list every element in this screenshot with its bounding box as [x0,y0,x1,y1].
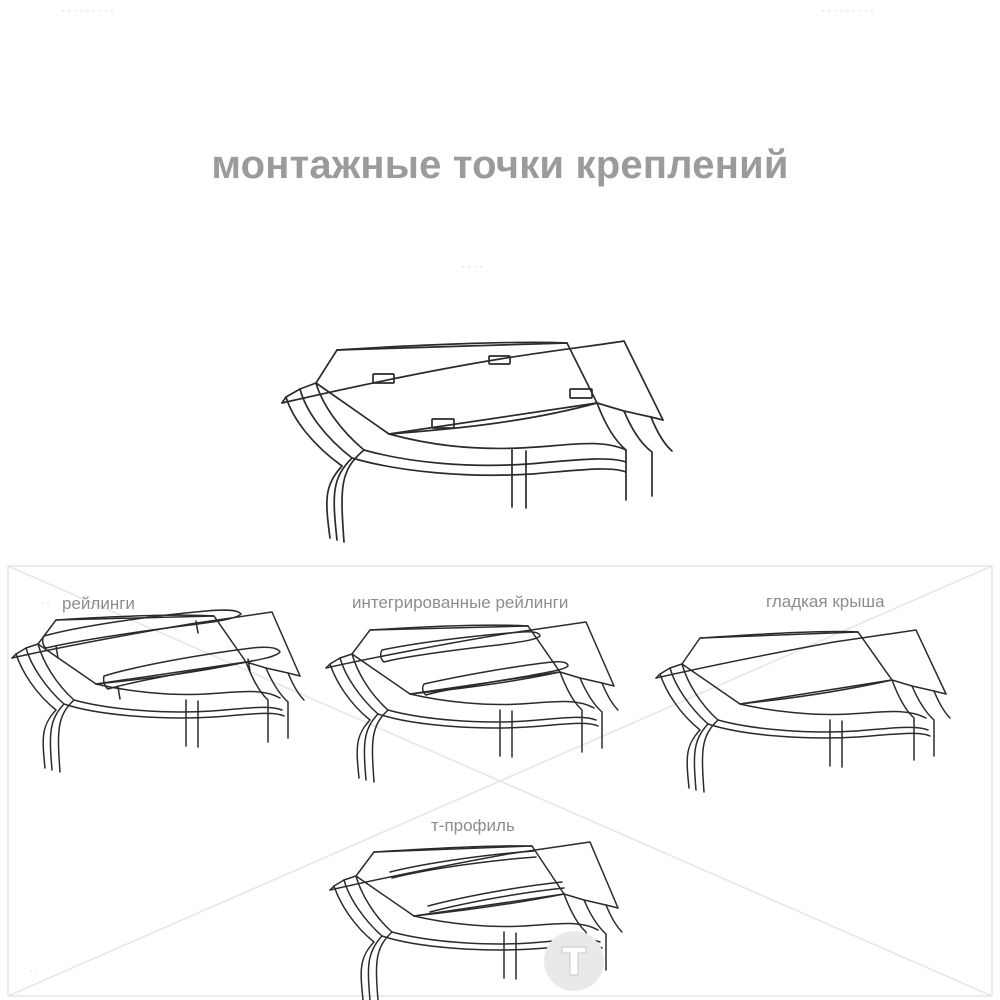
svg-text:.........: ......... [820,0,876,17]
caption-integrated-rails: интегрированные рейлинги [352,593,569,612]
integrated-rail-left [381,632,540,662]
page-title: монтажные точки креплений [211,143,789,187]
roof-rail-right [104,647,280,689]
roof-figure-main [282,341,672,542]
svg-text:.........: ......... [60,0,116,17]
caption-smooth-roof: гладкая крыша [766,592,885,611]
mount-point-tab [570,389,592,398]
roof-figure-smooth [656,630,950,792]
t-profile-detail-callout [544,931,604,991]
svg-text:....: .... [460,248,485,273]
roof-figure-integrated-rails [326,622,618,782]
caption-t-profile: т-профиль [431,816,515,835]
integrated-rail-right [423,662,568,695]
svg-text:..: .. [40,587,52,609]
svg-text:..: .. [28,955,40,977]
roof-figure-rails [12,610,304,772]
caption-rails: рейлинги [62,594,135,613]
